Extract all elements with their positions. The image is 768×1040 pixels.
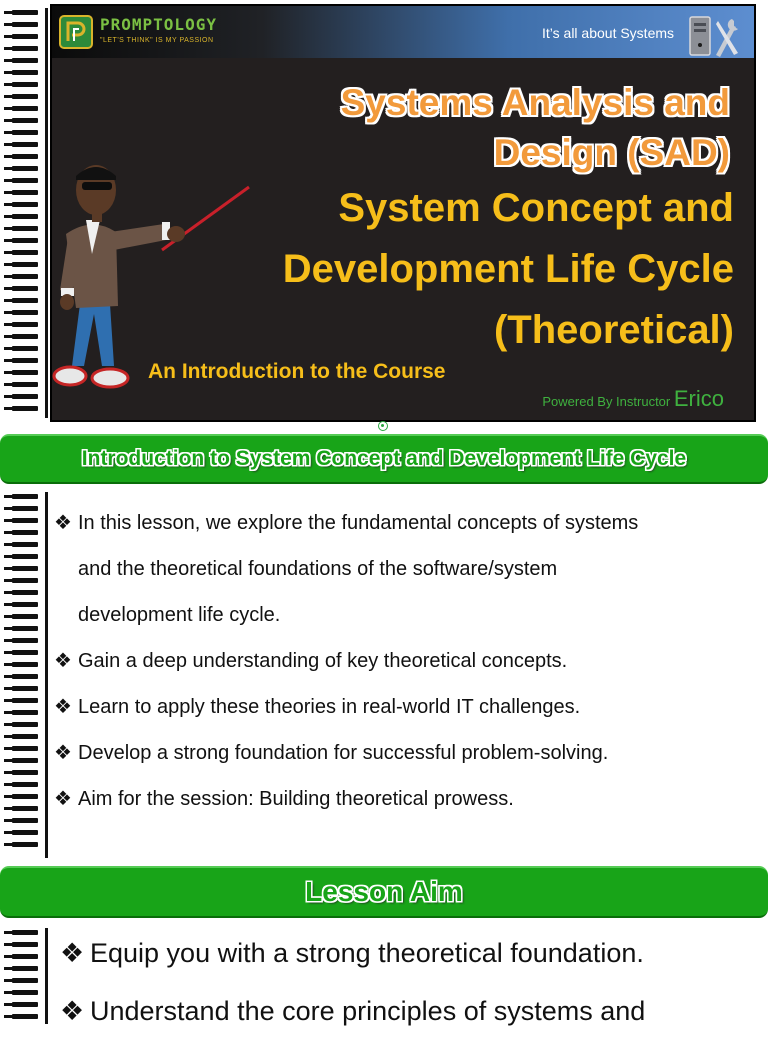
binding-ring: [12, 990, 38, 995]
bullet-marker-icon: ❖: [60, 996, 85, 1026]
binding-ring: [12, 310, 38, 315]
binding-ring: [12, 370, 38, 375]
binding-ring: [12, 46, 38, 51]
bullet-text-line: and the theoretical foundations of the software/system: [78, 558, 558, 580]
binding-ring: [12, 842, 38, 847]
binding-ring: [12, 142, 38, 147]
aim-bullet-list: [60, 924, 760, 1040]
bullet-text-line: In this lesson, we explore the fundamental concepts of systems: [78, 512, 639, 534]
binding-ring: [12, 394, 38, 399]
section-aim-heading: Lesson Aim: [305, 876, 463, 907]
binding-ring: [12, 130, 38, 135]
binding-ring: [12, 10, 38, 15]
binding-ring: [12, 650, 38, 655]
binding-ring: [12, 202, 38, 207]
binding-ring: [12, 530, 38, 535]
binding-ring: [12, 734, 38, 739]
binding-ring: [12, 942, 38, 947]
binding-ring: [12, 238, 38, 243]
binding-ring: [12, 698, 38, 703]
course-intro-text: An Introduction to the Course: [148, 360, 446, 383]
binding-ring: [12, 770, 38, 775]
powered-by: [542, 386, 724, 412]
course-banner: [50, 4, 756, 422]
bullet-text: Understand the core principles of systems and: [90, 996, 646, 1026]
binding-ring: [12, 614, 38, 619]
binding-ring: [12, 1002, 38, 1007]
binding-ring: [12, 638, 38, 643]
intro-bullet-item: [54, 776, 754, 822]
binding-ring: [12, 978, 38, 983]
powered-by-label: Powered By Instructor: [542, 394, 671, 409]
binding-ring: [12, 262, 38, 267]
binding-ring: [12, 626, 38, 631]
bullet-marker-icon: ❖: [54, 650, 72, 672]
bullet-marker-icon: ❖: [54, 512, 72, 534]
bullet-marker-icon: ❖: [54, 742, 72, 764]
intro-bullet-item: [54, 730, 754, 776]
binding-ring: [12, 578, 38, 583]
binding-ring: [12, 382, 38, 387]
aim-bullet-item: [60, 924, 760, 982]
section-intro-heading: Introduction to System Concept and Development Life Cycle: [81, 447, 687, 470]
binding-ring: [12, 662, 38, 667]
instructor-name: Erico: [673, 386, 724, 411]
binding-ring: [12, 566, 38, 571]
spiral-binding-bottom: [0, 928, 52, 1024]
course-subtitle-line-1: System Concept and: [338, 186, 734, 230]
binding-ring: [12, 106, 38, 111]
binding-ring: [12, 406, 38, 411]
binding-ring: [12, 542, 38, 547]
binding-ring: [12, 758, 38, 763]
brand-name: PROMPTOLOGY: [100, 15, 217, 34]
bullet-text-line: Aim for the session: Building theoretical prowess.: [78, 788, 514, 810]
binding-ring: [12, 118, 38, 123]
computer-tools-icon: [688, 15, 746, 62]
bullet-text: Equip you with a strong theoretical foundation.: [90, 938, 644, 968]
course-subtitle: [174, 178, 734, 361]
binding-ring: [12, 178, 38, 183]
section-aim-header: [0, 866, 768, 918]
binding-ring: [12, 930, 38, 935]
spiral-binding-top: [0, 8, 52, 418]
binding-ring: [12, 358, 38, 363]
course-title: [190, 78, 730, 178]
intro-bullet-item: [54, 500, 754, 638]
course-title-line-2: Design (SAD): [493, 132, 730, 173]
binding-ring: [12, 590, 38, 595]
binding-ring: [12, 746, 38, 751]
binding-ring: [12, 722, 38, 727]
spiral-binding-middle: [0, 492, 52, 858]
binding-ring: [12, 286, 38, 291]
eye-icon[interactable]: [378, 421, 388, 431]
binding-ring: [12, 806, 38, 811]
binding-ring: [12, 22, 38, 27]
binding-ring: [12, 602, 38, 607]
course-subtitle-line-2: Development Life Cycle: [282, 247, 734, 291]
binding-ring: [12, 82, 38, 87]
binding-ring: [12, 710, 38, 715]
binding-ring: [12, 686, 38, 691]
binding-ring: [12, 166, 38, 171]
bullet-text-line: Gain a deep understanding of key theoretical concepts.: [78, 650, 568, 672]
aim-bullet-item: [60, 982, 760, 1040]
binding-ring: [12, 274, 38, 279]
binding-ring: [12, 250, 38, 255]
course-title-line-1: Systems Analysis and: [340, 82, 730, 123]
section-intro-header: [0, 434, 768, 484]
binding-ring: [12, 818, 38, 823]
promptology-logo-icon: [59, 15, 93, 49]
binding-ring: [12, 794, 38, 799]
banner-tagline: It’s all about Systems: [542, 25, 675, 41]
binding-ring: [12, 830, 38, 835]
binding-ring: [12, 94, 38, 99]
binding-ring: [12, 190, 38, 195]
bullet-marker-icon: ❖: [60, 938, 85, 968]
banner-top-bar: [52, 6, 754, 58]
binding-ring: [12, 1014, 38, 1019]
binding-ring: [12, 554, 38, 559]
intro-bullet-list: [54, 500, 754, 822]
bullet-marker-icon: ❖: [54, 788, 72, 810]
binding-ring: [12, 322, 38, 327]
binding-ring: [12, 298, 38, 303]
intro-bullet-item: [54, 684, 754, 730]
binding-ring: [12, 506, 38, 511]
binding-ring: [12, 34, 38, 39]
binding-ring: [12, 214, 38, 219]
binding-ring: [12, 334, 38, 339]
intro-bullet-item: [54, 638, 754, 684]
binding-ring: [12, 58, 38, 63]
binding-ring: [12, 70, 38, 75]
binding-ring: [12, 674, 38, 679]
binding-ring: [12, 966, 38, 971]
bullet-text-line: Learn to apply these theories in real-world IT challenges.: [78, 696, 581, 718]
brand-tagline: "LET'S THINK" IS MY PASSION: [100, 37, 214, 44]
binding-ring: [12, 954, 38, 959]
binding-ring: [12, 226, 38, 231]
binding-ring: [12, 154, 38, 159]
binding-ring: [12, 782, 38, 787]
bullet-marker-icon: ❖: [54, 696, 72, 718]
binding-ring: [12, 518, 38, 523]
course-subtitle-line-3: (Theoretical): [493, 308, 734, 352]
binding-ring: [12, 346, 38, 351]
bullet-text-line: development life cycle.: [78, 604, 281, 626]
binding-ring: [12, 494, 38, 499]
bullet-text-line: Develop a strong foundation for successful problem-solving.: [78, 742, 609, 764]
